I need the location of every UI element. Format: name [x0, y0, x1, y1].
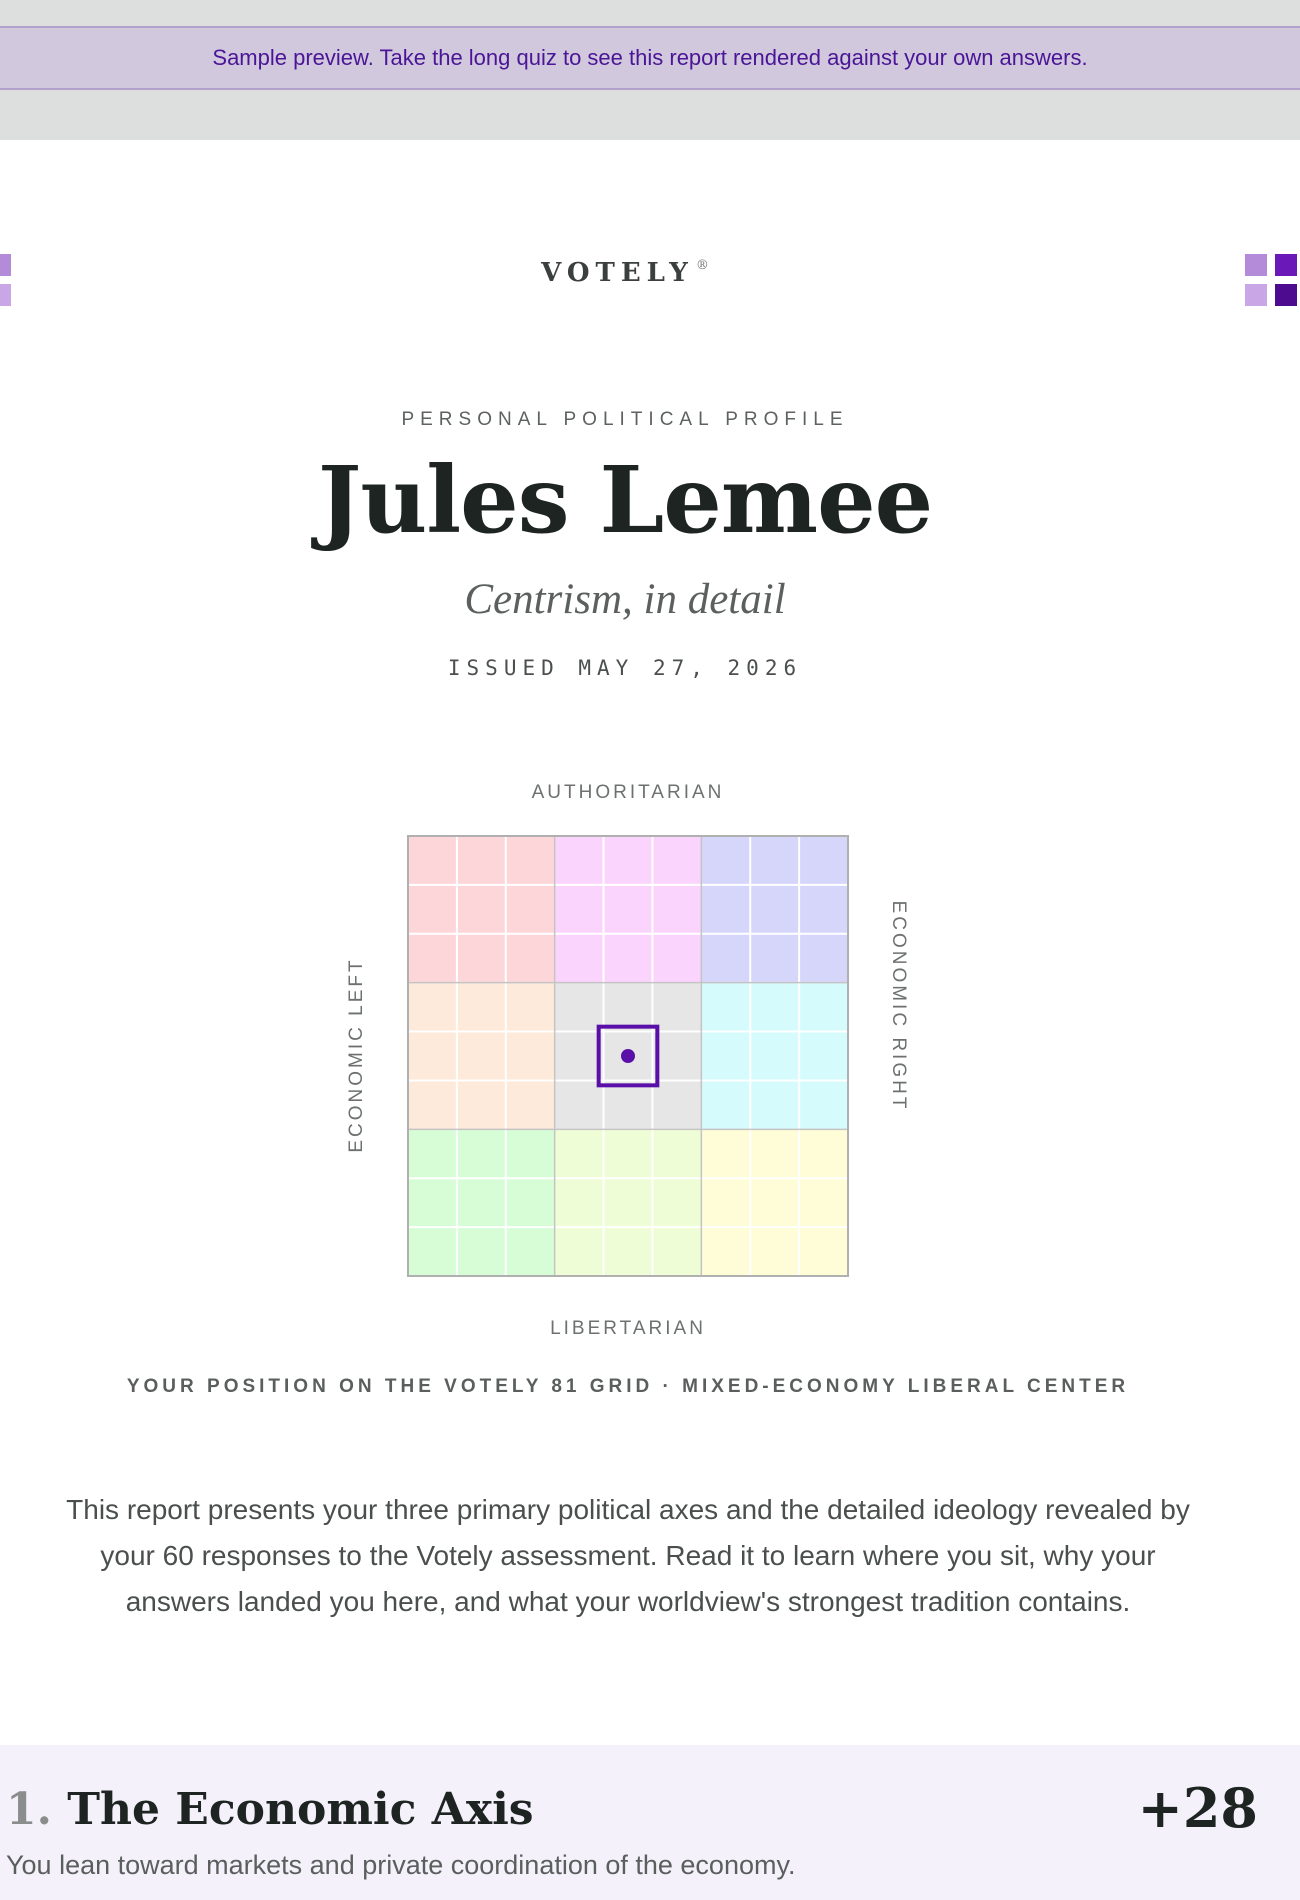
intro-paragraph: This report presents your three primary political axes and the detailed ideology revealed by your 60 responses to the Votely assessment. Read it to learn where you sit, why your answers landed you here, and what your worldview's strongest tradition contains.	[66, 1494, 1190, 1617]
profile-eyebrow: PERSONAL POLITICAL PROFILE	[401, 409, 849, 430]
sample-preview-banner	[0, 26, 1300, 90]
axis-label-left: ECONOMIC LEFT	[346, 957, 367, 1153]
axis-label-bottom: LIBERTARIAN	[550, 1318, 706, 1339]
profile-name: Jules Lemee	[317, 446, 933, 554]
grid-region	[408, 1129, 555, 1276]
banner-text: Sample preview. Take the long quiz to see this report rendered against your own answers.	[212, 45, 1088, 70]
axis-label-right: ECONOMIC RIGHT	[888, 900, 909, 1112]
grid-region	[701, 836, 848, 983]
section-number: 1.	[6, 1784, 52, 1835]
registered-mark: ®	[695, 258, 709, 273]
brand-logo: VOTELY ®	[541, 258, 709, 288]
grid-region	[408, 983, 555, 1130]
axis-label-top: AUTHORITARIAN	[531, 782, 725, 803]
issued-date: ISSUED MAY 27, 2026	[447, 656, 803, 680]
section-title-text: The Economic Axis	[67, 1784, 534, 1835]
grid-region	[555, 836, 702, 983]
position-caption: YOUR POSITION ON THE VOTELY 81 GRID · MIXED-ECONOMY LIBERAL CENTER	[126, 1376, 1130, 1397]
section-heading	[6, 1784, 534, 1835]
political-grid	[406, 834, 850, 1278]
section-description: You lean toward markets and private coordination of the economy.	[6, 1850, 796, 1880]
grid-region	[701, 983, 848, 1130]
profile-subtitle: Centrism, in detail	[464, 576, 786, 623]
grid-region	[701, 1129, 848, 1276]
grid-region	[408, 836, 555, 983]
grid-region	[555, 1129, 702, 1276]
position-marker-dot	[621, 1049, 635, 1063]
economic-score: +28	[1137, 1776, 1258, 1840]
